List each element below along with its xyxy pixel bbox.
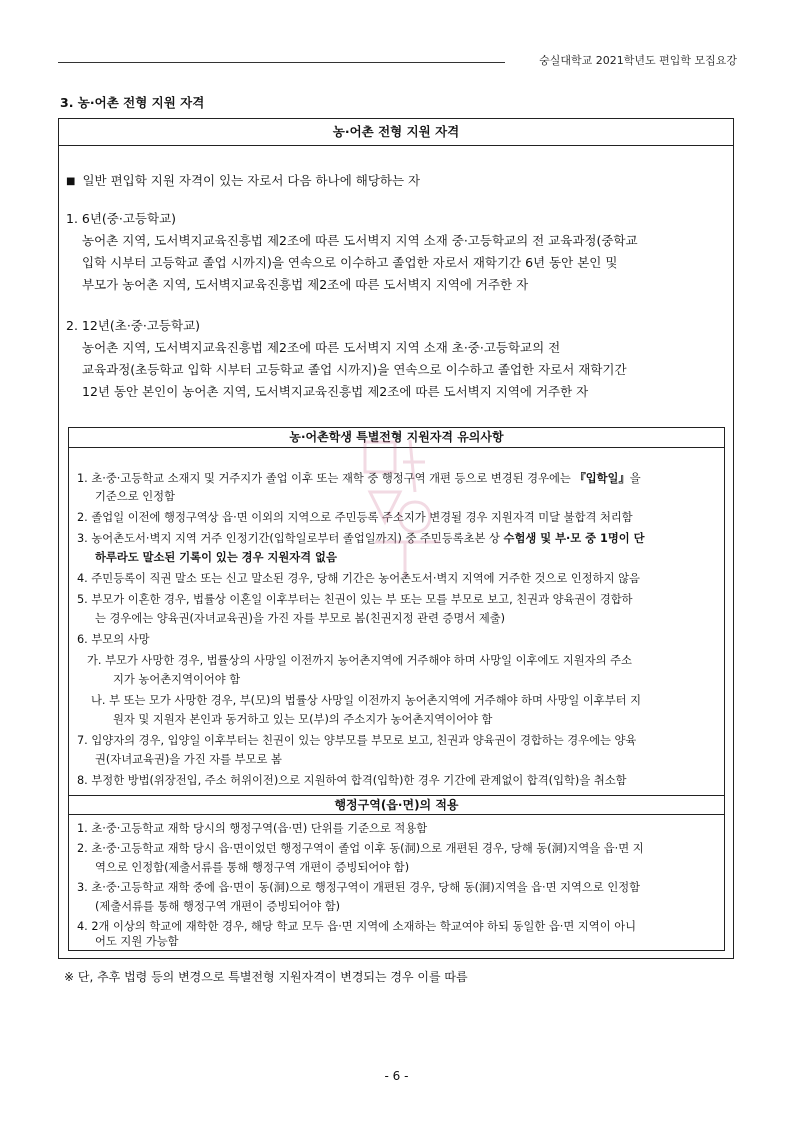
caution-item-1-text: 1. 초·중·고등학교 소재지 및 거주지가 졸업 이후 또는 재학 중 행정구역 개편 등으로 변경된 경우에는 bbox=[77, 472, 571, 485]
criterion-1-line-2: 입학 시부터 고등학교 졸업 시까지)을 연속으로 이수하고 졸업한 자로서 재학기간 6년 동안 본인 및 bbox=[82, 255, 618, 270]
caution-box-title: 농·어촌학생 특별전형 지원자격 유의사항 bbox=[69, 428, 724, 448]
caution-item-2: 2. 졸업일 이전에 행정구역상 읍·면 이외의 지역으로 주민등록 주소지가 변경될 경우 지원자격 미달 불합격 처리함 bbox=[77, 511, 633, 524]
header-rule bbox=[58, 62, 505, 63]
caution-item-4: 4. 주민등록이 직권 말소 또는 신고 말소된 경우, 당해 기간은 농어촌도서·벽지 지역에 거주한 것으로 인정하지 않음 bbox=[77, 572, 640, 585]
caution-item-5-cont: 는 경우에는 양육권(자녀교육권)을 가진 자를 부모로 봄(친권지정 관련 증명서 제출) bbox=[95, 612, 506, 625]
admin-item-2: 2. 초·중·고등학교 재학 당시 읍·면이었던 행정구역이 졸업 이후 동(洞)으로 개편된 경우, 당해 동(洞)지역을 읍·면 지 bbox=[77, 842, 644, 855]
admin-item-4: 4. 2개 이상의 학교에 재학한 경우, 해당 학교 모두 읍·면 지역에 소재하는 학교여야 하되 동일한 읍·면 지역이 아니 bbox=[77, 920, 637, 933]
criterion-2-line-3: 12년 동안 본인이 농어촌 지역, 도서벽지교육진흥법 제2조에 따른 도서벽지 지역에 거주한 자 bbox=[82, 384, 589, 399]
eligibility-intro-text: 일반 편입학 지원 자격이 있는 자로서 다음 하나에 해당하는 자 bbox=[82, 173, 421, 188]
footnote: ※ 단, 추후 법령 등의 변경으로 특별전형 지원자격이 변경되는 경우 이를 따름 bbox=[64, 970, 468, 984]
admin-item-1: 1. 초·중·고등학교 재학 당시의 행정구역(읍·면) 단위를 기준으로 적용함 bbox=[77, 822, 428, 835]
caution-item-1-emphasis: 『입학일』 bbox=[574, 472, 630, 485]
criterion-2-line-1: 농어촌 지역, 도서벽지교육진흥법 제2조에 따른 도서벽지 지역 소재 초·중·고등학교의 전 bbox=[82, 340, 561, 355]
criterion-2-line-2: 교육과정(초등학교 입학 시부터 고등학교 졸업 시까지)을 연속으로 이수하고 졸업한 자로서 재학기간 bbox=[82, 362, 627, 377]
admin-item-3: 3. 초·중·고등학교 재학 중에 읍·면이 동(洞)으로 행정구역이 개편된 경우, 당해 동(洞)지역을 읍·면 지역으로 인정함 bbox=[77, 881, 641, 894]
caution-item-3-emphasis: 수험생 및 부·모 중 1명이 단 bbox=[503, 532, 645, 545]
eligibility-intro bbox=[66, 173, 420, 191]
caution-item-1 bbox=[77, 472, 641, 486]
running-header: 숭실대학교 2021학년도 편입학 모집요강 bbox=[539, 54, 737, 67]
criterion-2-label: 2. 12년(초·중·고등학교) bbox=[66, 318, 201, 333]
caution-item-1-cont: 기준으로 인정함 bbox=[95, 490, 175, 503]
square-bullet-icon: ■ bbox=[66, 176, 76, 187]
caution-item-8: 8. 부정한 방법(위장전입, 주소 허위이전)으로 지원하여 합격(입학)한 경우 기간에 관계없이 합격(입학)을 취소함 bbox=[77, 774, 627, 787]
caution-item-7: 7. 입양자의 경우, 입양일 이후부터는 친권이 있는 양부모를 부모로 보고, 친권과 양육권이 경합하는 경우에는 양육 bbox=[77, 734, 637, 747]
caution-item-7-cont: 권(자녀교육권)을 가진 자를 부모로 봄 bbox=[95, 753, 282, 766]
admin-item-3-cont: (제출서류를 통해 행정구역 개편이 증빙되어야 함) bbox=[95, 900, 341, 913]
caution-item-6-ga: 가. 부모가 사망한 경우, 법률상의 사망일 이전까지 농어촌지역에 거주해야 하며 사망일 이후에도 지원자의 주소 bbox=[87, 654, 632, 667]
caution-item-5: 5. 부모가 이혼한 경우, 법률상 이혼일 이후부터는 친권이 있는 부 또는 모를 부모로 보고, 친권과 양육권이 경합하 bbox=[77, 593, 633, 606]
eligibility-box bbox=[58, 118, 734, 959]
criterion-1-line-3: 부모가 농어촌 지역, 도서벽지교육진흥법 제2조에 따른 도서벽지 지역에 거주한 자 bbox=[82, 277, 529, 292]
eligibility-box-title: 농·어촌 전형 지원 자격 bbox=[59, 119, 733, 146]
admin-box-title: 행정구역(읍·면)의 적용 bbox=[69, 795, 724, 815]
caution-item-1-tail: 을 bbox=[629, 472, 641, 485]
caution-item-3-emphasis-cont: 하루라도 말소된 기록이 있는 경우 지원자격 없음 bbox=[95, 551, 337, 564]
caution-item-3-text: 3. 농어촌도서·벽지 지역 거주 인정기간(입학일로부터 졸업일까지) 중 주민등록초본 상 bbox=[77, 532, 500, 545]
page-number: - 6 - bbox=[384, 1069, 409, 1083]
criterion-1-label: 1. 6년(중·고등학교) bbox=[66, 211, 177, 226]
caution-item-3 bbox=[77, 532, 645, 546]
section-heading: 3. 농·어촌 전형 지원 자격 bbox=[60, 95, 205, 110]
admin-item-4-cont: 어도 지원 가능함 bbox=[95, 935, 179, 948]
caution-item-6-na-cont: 원자 및 지원자 본인과 동거하고 있는 모(부)의 주소지가 농어촌지역이어야 함 bbox=[113, 713, 493, 726]
caution-item-6: 6. 부모의 사망 bbox=[77, 633, 150, 646]
caution-item-6-na: 나. 부 또는 모가 사망한 경우, 부(모)의 법률상 사망일 이전까지 농어촌지역에 거주해야 하며 사망일 이후부터 지 bbox=[91, 694, 642, 707]
criterion-1-line-1: 농어촌 지역, 도서벽지교육진흥법 제2조에 따른 도서벽지 지역 소재 중·고등학교의 전 교육과정(중학교 bbox=[82, 233, 638, 248]
caution-item-6-ga-cont: 지가 농어촌지역이어야 함 bbox=[113, 673, 241, 686]
notice-box bbox=[68, 427, 725, 951]
admin-item-2-cont: 역으로 인정함(제출서류를 통해 행정구역 개편이 증빙되어야 함) bbox=[95, 861, 410, 874]
caution-item-3-cont bbox=[95, 551, 337, 565]
